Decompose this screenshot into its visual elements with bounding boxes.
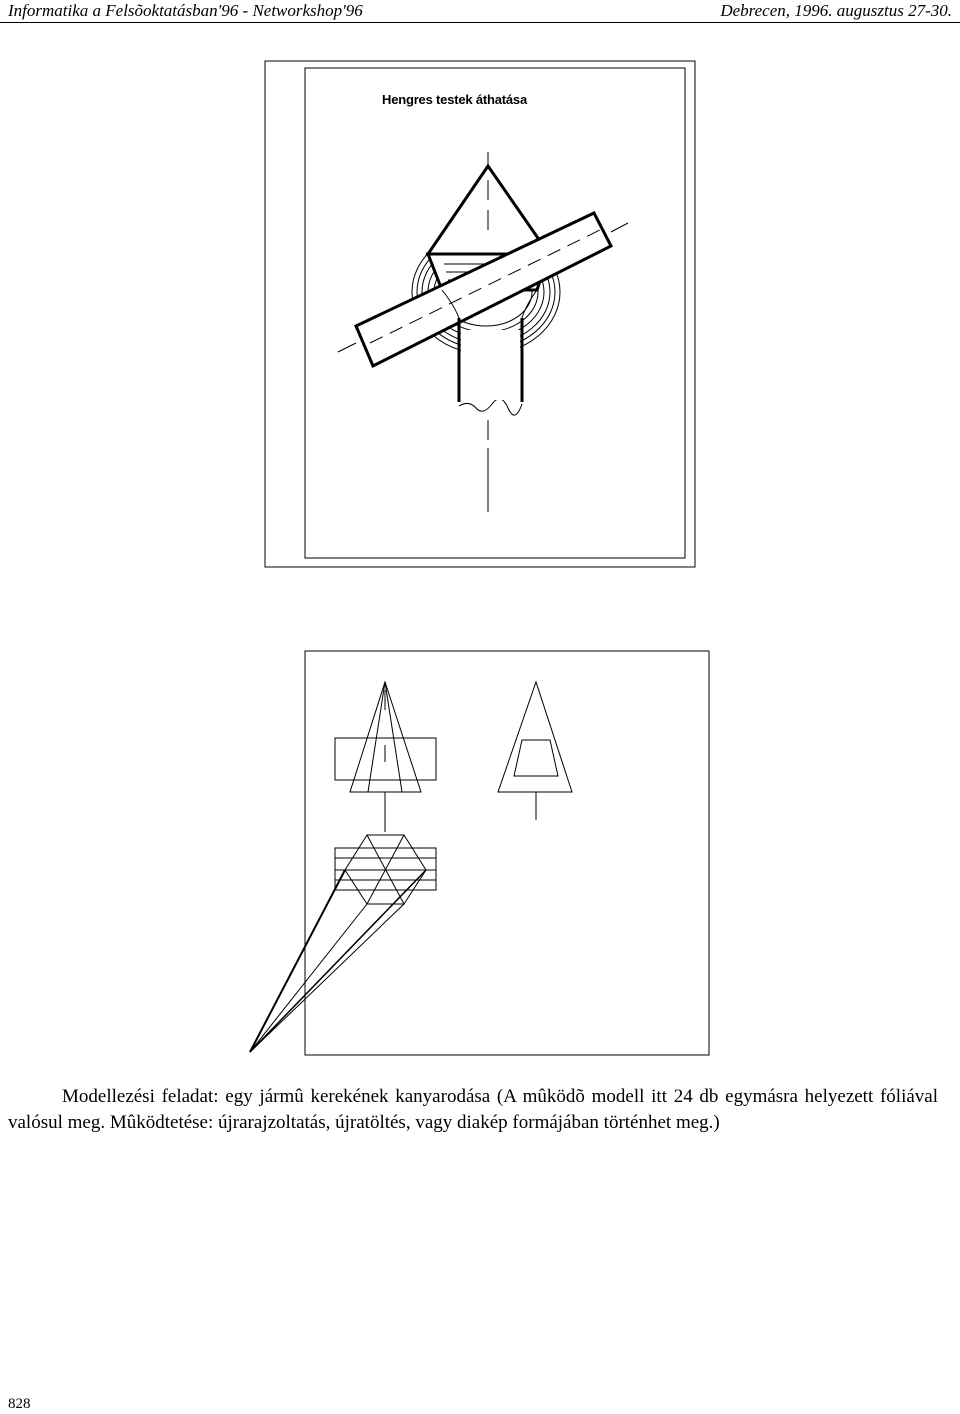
side-view-cone [498,682,572,820]
cylinder-intersection-figure [264,60,696,568]
header-left-text: Informatika a Felsõoktatásban'96 - Networkshop'96 [8,1,363,20]
caption-text: Modellezési feladat: egy jármû kerekének kanyarodása (A mûködõ modell itt 24 db egymásra helyezett fóliával valósul meg. Mûködtetése: újrarajzoltatás, újratöltés, vagy diakép formájában történhet meg.) [8,1086,938,1133]
cone-projection-figure [240,650,712,1060]
header-right-text: Debrecen, 1996. augusztus 27-30. [720,1,952,20]
top-view-hexagon [335,835,436,904]
running-header [0,0,960,22]
page-number: 828 [8,1396,31,1412]
header-rule [0,22,960,23]
figure-caption [8,1084,938,1136]
projection-rays [250,870,426,1052]
front-view-cone [335,682,436,832]
figure-title: Hengres testek áthatása [382,92,527,107]
